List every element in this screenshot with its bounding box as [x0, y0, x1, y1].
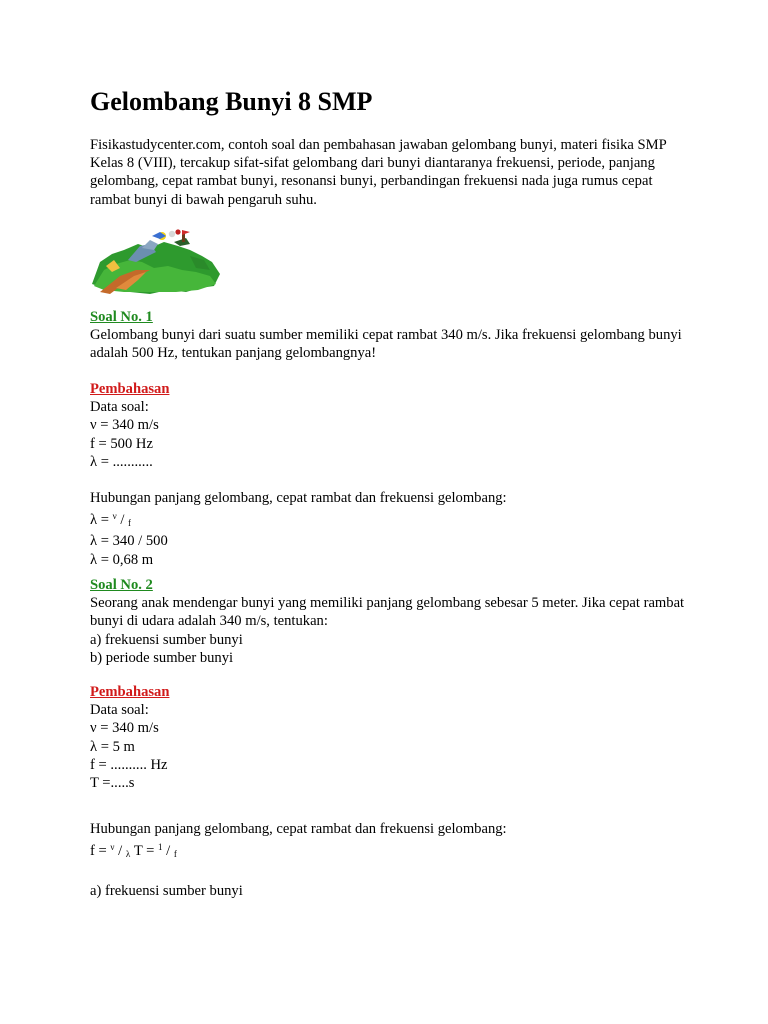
formula-2: f = $^\nu$ / $_\lambda$ T = $^1$ / $_f$ — [90, 842, 177, 860]
page-title: Gelombang Bunyi 8 SMP — [90, 87, 373, 116]
soal-2-question: Seorang anak mendengar bunyi yang memiliki panjang gelombang sebesar 5 meter. Jika cepat rambat bunyi di udara adalah 340 m/s, tentukan: — [90, 595, 685, 630]
data-soal-2-label: Data soal: — [90, 702, 149, 719]
data-1-lambda: λ = ........... — [90, 453, 153, 470]
landscape-illustration — [90, 226, 222, 296]
relation-1: Hubungan panjang gelombang, cepat rambat dan frekuensi gelombang: — [90, 490, 507, 507]
data-1-v: ν = 340 m/s — [90, 417, 159, 434]
data-1-f: f = 500 Hz — [90, 435, 153, 452]
soal-2-pembahasan — [90, 683, 690, 900]
formula-1: λ = $^\nu$ / $_f$ — [90, 511, 132, 529]
relation-2: Hubungan panjang gelombang, cepat rambat dan frekuensi gelombang: — [90, 821, 507, 838]
step-1-b: λ = 0,68 m — [90, 551, 154, 568]
soal-2-item-a: a) frekuensi sumber bunyi — [90, 631, 243, 648]
step-1-a: λ = 340 / 500 — [90, 533, 168, 550]
soal-2-item-b: b) periode sumber bunyi — [90, 649, 234, 666]
data-2-lambda: λ = 5 m — [90, 738, 135, 755]
data-2-f: f = .......... Hz — [90, 756, 168, 773]
soal-2-heading: Soal No. 2 — [90, 577, 153, 593]
soal-1-pembahasan — [90, 380, 690, 569]
data-soal-1-label: Data soal: — [90, 399, 149, 416]
document-content — [90, 86, 690, 899]
sub-question-a: a) frekuensi sumber bunyi — [90, 882, 243, 899]
data-2-t: T =.....s — [90, 775, 135, 792]
pembahasan-1-heading: Pembahasan — [90, 381, 170, 397]
soal-1-heading: Soal No. 1 — [90, 309, 153, 325]
intro-paragraph: Fisikastudycenter.com, contoh soal dan pembahasan jawaban gelombang bunyi, materi fisika SMP Kelas 8 (VIII), tercakup sifat-sifat gelombang dari bunyi diantaranya frekuensi, periode, panjang gelombang, cepat rambat bunyi, resonansi bunyi, perbandingan frekuensi nada juga rumus cepat rambat bunyi di bawah pengaruh suhu. — [90, 137, 667, 208]
data-2-v: ν = 340 m/s — [90, 720, 159, 737]
soal-1-section — [90, 308, 690, 363]
pembahasan-2-heading: Pembahasan — [90, 684, 170, 700]
soal-2-section — [90, 576, 690, 667]
soal-1-question: Gelombang bunyi dari suatu sumber memiliki cepat rambat 340 m/s. Jika frekuensi gelombang bunyi adalah 500 Hz, tentukan panjang gelombangnya! — [90, 327, 682, 362]
